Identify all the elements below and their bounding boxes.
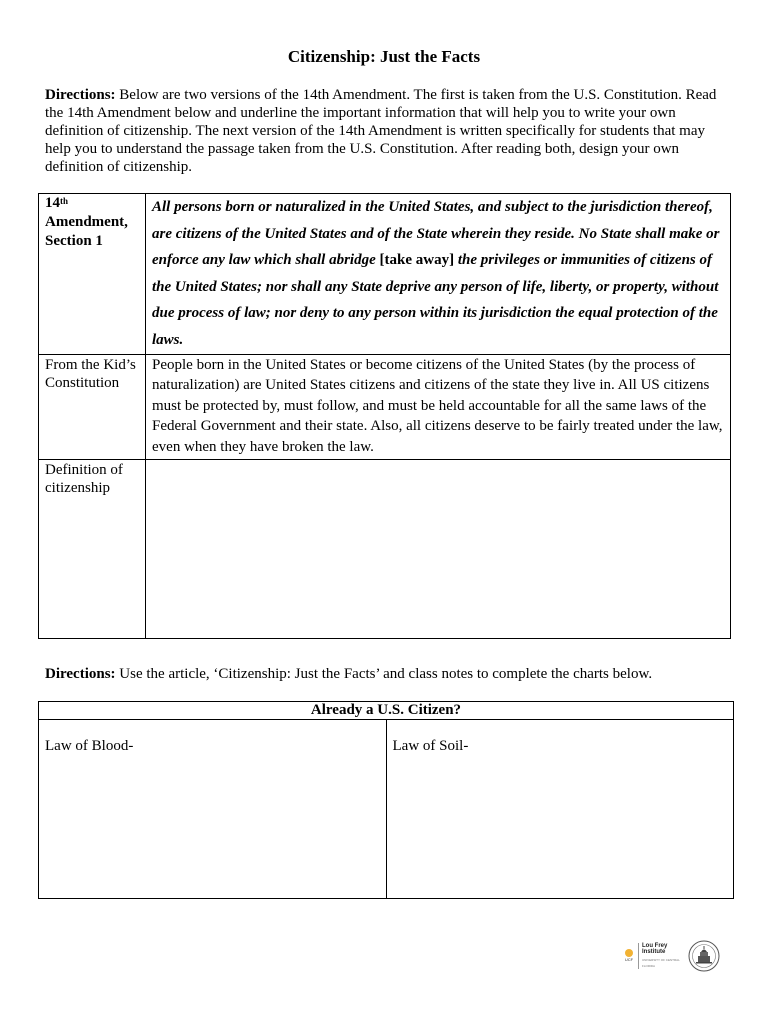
amendment-text [146, 194, 731, 355]
chart-header-row [39, 702, 734, 720]
table-row-definition [39, 459, 731, 638]
amendment-label [39, 194, 146, 355]
chart-header: Already a U.S. Citizen? [39, 702, 734, 720]
directions-text: Below are two versions of the 14th Amendment. The first is taken from the U.S. Constitution. Read the 14th Amendment below and underline the important information that will help you to write your own definition of citizenship. The next version of the 14th Amendment is written specifically for students that may help you to understand the passage taken from the U.S. Constitution. After reading both, design your own definition of citizenship. [45, 87, 717, 175]
footer-logos [623, 940, 720, 972]
amendment-text-part-2: the privileges or immunities of citizens of the United States; nor shall any State deprive any person of life, liberty, or property, without due process of law; nor deny to any person within its jurisdiction the equal protection of the laws. [152, 252, 719, 348]
table-row-kids-constitution [39, 354, 731, 459]
table-row-amendment [39, 194, 731, 355]
directions-label: Directions: [45, 87, 116, 103]
seal-logo-icon [688, 940, 720, 972]
amendment-table [38, 193, 731, 639]
chart-body-row [39, 720, 734, 899]
law-of-soil-label: Law of Soil- [392, 738, 469, 754]
definition-answer-field[interactable] [146, 459, 731, 638]
law-of-blood-label: Law of Blood- [45, 738, 134, 754]
law-of-soil-field[interactable] [386, 720, 734, 899]
amendment-text-part-1: All persons born or naturalized in the United States, and subject to the jurisdiction thereof, are citizens of the United States and of the State wherein they reside. No State shall make or enforce any law which shall abridge [152, 199, 720, 269]
directions-label: Directions: [45, 666, 116, 682]
kids-constitution-label: From the Kid’s Constitution [39, 354, 146, 459]
amendment-section-label: Amendment, Section 1 [45, 214, 128, 249]
citizen-chart [38, 701, 734, 899]
directions-paragraph-1 [45, 86, 725, 176]
lou-frey-logo [623, 943, 680, 969]
lou-frey-name: Lou Frey Institute [642, 943, 668, 955]
kids-constitution-text: People born in the United States or become citizens of the United States (by the process of naturalization) are United States citizens and citizens of the state they live in. All US citizens must be protected by, must follow, and must be held accountable for all the same laws of the Federal Government and their state. Also, all citizens deserve to be fairly treated under the law, even when they have broken the law. [146, 354, 731, 459]
directions-paragraph-2 [45, 665, 725, 683]
lou-frey-subtitle: UNIVERSITY OF CENTRAL FLORIDA [642, 958, 680, 968]
law-of-blood-field[interactable] [39, 720, 387, 899]
definition-label: Definition of citizenship [39, 459, 146, 638]
amendment-ordinal-suffix: th [60, 196, 69, 206]
amendment-bracket-note: [take away] [379, 252, 455, 269]
page-title: Citizenship: Just the Facts [287, 47, 481, 66]
ucf-pegasus-icon: UCF [623, 949, 635, 963]
amendment-number: 14 [45, 195, 60, 211]
directions-text: Use the article, ‘Citizenship: Just the Facts’ and class notes to complete the charts below. [115, 666, 653, 682]
